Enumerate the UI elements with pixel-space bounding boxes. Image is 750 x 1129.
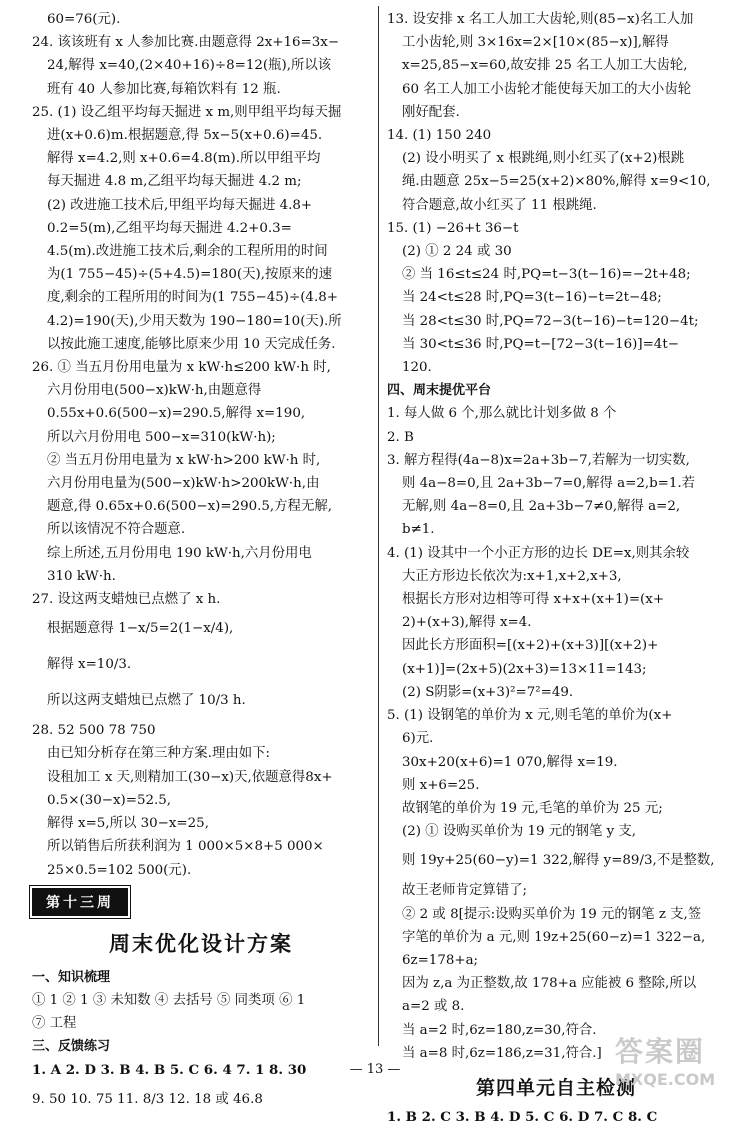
page-number: — 13 — — [349, 1062, 401, 1077]
answer-line: 1. A 2. D 3. B 4. B 5. C 6. 4 7. 1 8. 30 — [32, 1061, 307, 1078]
answer-line: 6z=178+a; — [402, 952, 479, 968]
answer-line: 字笔的单价为 a 元,则 19z+25(60−z)=1 322−a, — [402, 929, 706, 945]
answer-line: (2) 改进施工技术后,甲组平均每天掘进 4.8+ — [47, 197, 313, 213]
left-bottom-answers — [32, 966, 370, 1118]
answer-line: 28. 52 500 78 750 — [32, 723, 156, 739]
answer-line: 4.5(m).改进施工技术后,剩余的工程所用的时间 — [47, 244, 328, 260]
answer-line: 所以六月份用电 500−x=310(kW·h); — [47, 429, 276, 445]
answer-line: (2) S阴影=(x+3)²=7²=49. — [402, 684, 574, 700]
answer-line: 大正方形边长依次为:x+1,x+2,x+3, — [402, 568, 622, 584]
answer-line: 根据题意得 1−x/5=2(1−x/4), — [47, 621, 234, 637]
answer-line: (2) ① 设购买单价为 19 元的钢笔 y 支, — [402, 824, 637, 840]
answer-line: 综上所述,五月份用电 190 kW·h,六月份用电 — [47, 545, 312, 561]
watermark-url: MXQE.COM — [615, 1070, 716, 1089]
answer-line: 每天掘进 4.8 m,乙组平均每天掘进 4.2 m; — [47, 174, 302, 190]
answer-line: 4.2)=190(天),少用天数为 190−180=10(天).所 — [47, 313, 342, 329]
answer-line: 度,剩余的工程所用的时间为(1 755−45)÷(4.8+ — [47, 290, 338, 306]
answer-line: 当 a=2 时,6z=180,z=30,符合. — [402, 1022, 597, 1038]
answer-line: 题意,得 0.65x+0.6(500−x)=290.5,方程无解, — [47, 499, 332, 515]
answer-line: 班有 40 人参加比赛,每箱饮料有 12 瓶. — [47, 81, 281, 97]
watermark-logo — [615, 1030, 745, 1096]
right-column — [387, 8, 725, 1129]
left-answers — [32, 8, 370, 882]
answer-line: 120. — [402, 360, 432, 376]
answer-line: 当 30<t≤36 时,PQ=t−[72−3(t−16)]=4t− — [402, 336, 679, 352]
answer-line: ⑦ 工程 — [32, 1016, 77, 1032]
answer-line: 故王老师肯定算错了; — [402, 883, 528, 899]
answer-line: 解得 x=10/3. — [47, 657, 132, 673]
answer-line: ② 当 16≤t≤24 时,PQ=t−3(t−16)=−2t+48; — [402, 267, 691, 283]
answer-line: 解得 x=4.2,则 x+0.6=4.8(m).所以甲组平均 — [47, 151, 321, 167]
answer-line: (x+1)]=(2x+5)(2x+3)=13×11=143; — [402, 661, 647, 677]
answer-line: b≠1. — [402, 522, 435, 538]
answer-line: 根据长方形对边相等可得 x+x+(x+1)=(x+ — [402, 592, 665, 608]
answer-line: 四、周末提优平台 — [387, 383, 492, 399]
answer-line: 因此长方形面积=[(x+2)+(x+3)][(x+2)+ — [402, 638, 659, 654]
answer-line: x=25,85−x=60,故安排 25 名工人加工大齿轮, — [402, 58, 688, 74]
answer-line: 为(1 755−45)÷(5+4.5)=180(天),按原来的速 — [47, 267, 332, 283]
answer-line: 当 a=8 时,6z=186,z=31,符合.] — [402, 1045, 602, 1061]
answer-line: 一、知识梳理 — [32, 969, 111, 985]
answer-line: 以按此施工速度,能够比原来少用 10 天完成任务. — [47, 336, 336, 352]
answer-line: 60=76(元). — [47, 12, 121, 27]
answer-line: 1. 每人做 6 个,那么就比计划多做 8 个 — [387, 406, 617, 422]
answer-line: 24,解得 x=40,(2×40+16)÷8=12(瓶),所以该 — [47, 58, 332, 74]
answer-line: 无解,则 4a−8=0,且 2a+3b−7≠0,解得 a=2, — [402, 499, 681, 515]
answer-line: 6)元. — [402, 731, 434, 747]
answer-line: 符合题意,故小红买了 11 根跳绳. — [402, 197, 597, 213]
answer-line: 2. B — [387, 429, 414, 445]
answer-line: 因为 z,a 为正整数,故 178+a 应能被 6 整除,所以 — [402, 976, 697, 992]
answer-line: 则 x+6=25. — [402, 777, 480, 793]
answer-line: 3. 解方程得(4a−8)x=2a+3b−7,若解为一切实数, — [387, 452, 690, 468]
answer-line: 60 名工人加工小齿轮才能使每天加工的大小齿轮 — [402, 81, 692, 97]
answer-line: 由已知分析存在第三种方案.理由如下: — [47, 746, 271, 762]
answer-line: a=2 或 8. — [402, 999, 465, 1015]
answer-line: 25×0.5=102 500(元). — [47, 862, 192, 878]
answer-line: 解得 x=5,所以 30−x=25, — [47, 816, 209, 832]
column-divider — [378, 6, 379, 1046]
answer-line: 工小齿轮,则 3×16x=2×[10×(85−x)],解得 — [402, 35, 669, 51]
answer-line: 9. 50 10. 75 11. 8/3 12. 18 或 46.8 — [32, 1091, 263, 1107]
answer-line: 27. 设这两支蜡烛已点燃了 x h. — [32, 592, 221, 608]
answer-line: 当 24<t≤28 时,PQ=3(t−16)−t=2t−48; — [402, 290, 662, 306]
answer-line: 三、反馈练习 — [32, 1039, 111, 1055]
unit-answers: 1. B 2. C 3. B 4. D 5. C 6. D 7. C 8. C — [387, 1108, 658, 1125]
answer-line: 六月份用电(500−x)kW·h,由题意得 — [47, 383, 262, 399]
week-badge: 第十三周 — [32, 888, 128, 916]
answer-line: 26. ① 当五月份用电量为 x kW·h≤200 kW·h 时, — [32, 360, 331, 376]
answer-line: 六月份用电量为(500−x)kW·h>200kW·h,由 — [47, 476, 320, 492]
answer-line: 故钢笔的单价为 19 元,毛笔的单价为 25 元; — [402, 800, 663, 816]
answer-line: ① 1 ② 1 ③ 未知数 ④ 去括号 ⑤ 同类项 ⑥ 1 — [32, 992, 306, 1008]
answer-line: 25. (1) 设乙组平均每天掘进 x m,则甲组平均每天掘 — [32, 104, 342, 120]
answer-line: 0.55x+0.6(500−x)=290.5,解得 x=190, — [47, 406, 306, 422]
answer-line: 刚好配套. — [402, 104, 460, 120]
answer-line: 所以该情况不符合题意. — [47, 522, 186, 538]
unit-title: 第四单元自主检测 — [475, 1076, 636, 1099]
answer-line: ② 2 或 8[提示:设购买单价为 19 元的钢笔 z 支,签 — [402, 906, 702, 922]
answer-line: 进(x+0.6)m.根据题意,得 5x−5(x+0.6)=45. — [47, 128, 323, 144]
answer-line: (2) ① 2 24 或 30 — [402, 244, 512, 260]
watermark-text: 答案圈 — [615, 1035, 706, 1068]
right-answers — [387, 8, 725, 1065]
answer-line: 所以销售后所获利润为 1 000×5×8+5 000× — [47, 839, 324, 855]
answer-line: 5. (1) 设钢笔的单价为 x 元,则毛笔的单价为(x+ — [387, 708, 673, 724]
answer-line: 当 28<t≤30 时,PQ=72−3(t−16)−t=120−4t; — [402, 313, 699, 329]
answer-line: 则 4a−8=0,且 2a+3b−7=0,解得 a=2,b=1.若 — [402, 476, 696, 492]
answer-line: 绳.由题意 25x−5=25(x+2)×80%,解得 x=9<10, — [402, 174, 711, 190]
answer-line: 所以这两支蜡烛已点燃了 10/3 h. — [47, 693, 246, 709]
answer-line: (2) 设小明买了 x 根跳绳,则小红买了(x+2)根跳 — [402, 151, 685, 167]
answer-line: 24. 该该班有 x 人参加比赛.由题意得 2x+16=3x− — [32, 35, 340, 51]
answer-line: 4. (1) 设其中一个小正方形的边长 DE=x,则其余较 — [387, 545, 690, 561]
answer-line: 2)+(x+3),解得 x=4. — [402, 615, 532, 631]
answer-line: 13. 设安排 x 名工人加工大齿轮,则(85−x)名工人加 — [387, 12, 694, 27]
answer-line: 310 kW·h. — [47, 568, 116, 584]
answer-line: 30x+20(x+6)=1 070,解得 x=19. — [402, 754, 618, 770]
answer-line: ② 当五月份用电量为 x kW·h>200 kW·h 时, — [47, 452, 321, 468]
answer-line: 14. (1) 150 240 — [387, 128, 492, 144]
answer-line: 设租加工 x 天,则精加工(30−x)天,依题意得8x+ — [47, 769, 333, 785]
answer-line: 15. (1) −26+t 36−t — [387, 220, 519, 236]
answer-line: 0.5×(30−x)=52.5, — [47, 792, 172, 808]
answer-line: 则 19y+25(60−y)=1 322,解得 y=89/3,不是整数, — [402, 853, 715, 869]
section-title: 周末优化设计方案 — [109, 931, 293, 956]
answer-line: 0.2=5(m),乙组平均每天掘进 4.2+0.3= — [47, 220, 292, 236]
left-column — [32, 8, 370, 1118]
